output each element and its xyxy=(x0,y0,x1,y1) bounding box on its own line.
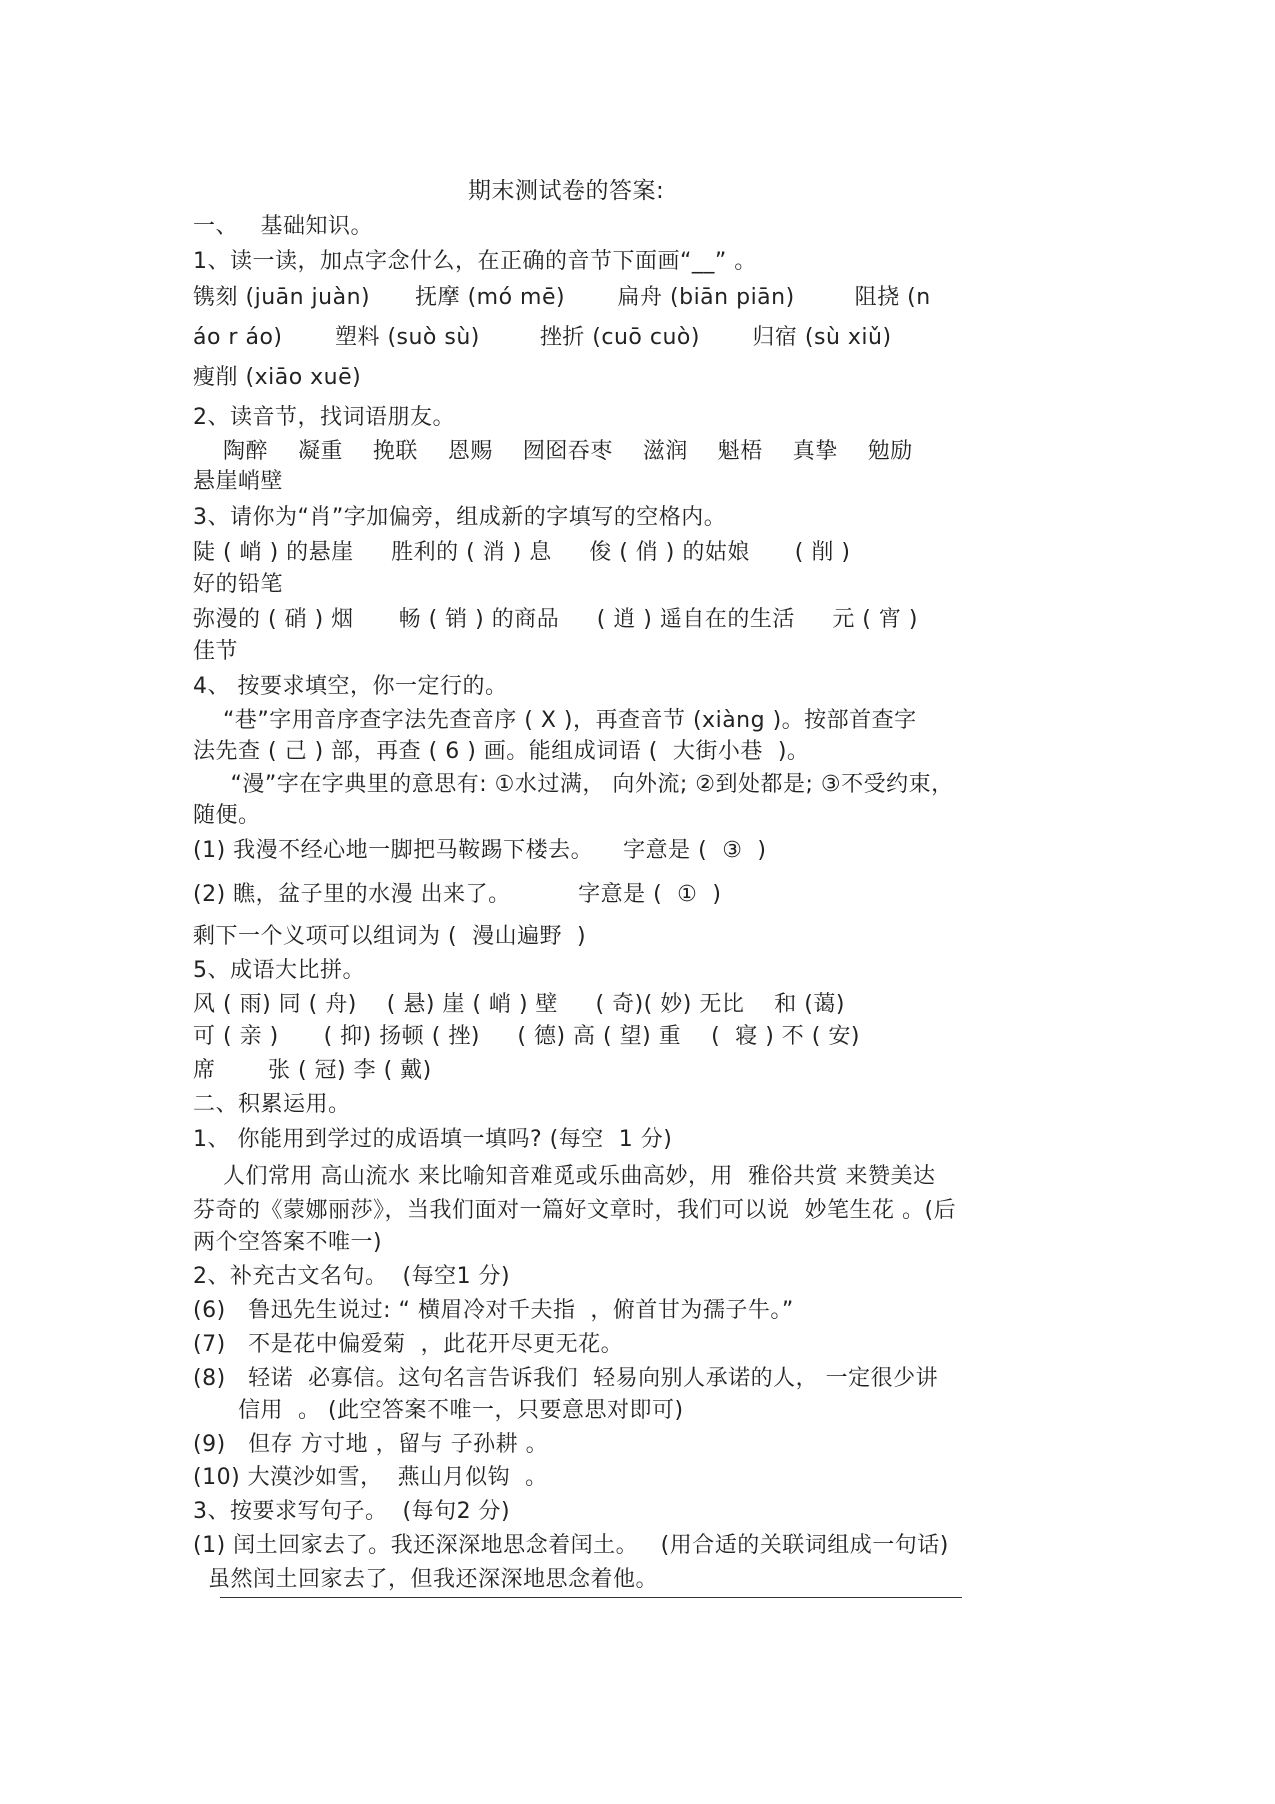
section-2-q1-line-1: 人们常用 高山流水 来比喻知音难觅或乐曲高妙，用 雅俗共赏 来赞美达 xyxy=(193,1164,936,1189)
section-2-q3-answer-1: 虽然闰土回家去了，但我还深深地思念着他。 xyxy=(193,1567,658,1592)
section-2-q1-line-2: 芬奇的《蒙娜丽莎》，当我们面对一篇好文章时，我们可以说 妙笔生花 。(后 xyxy=(193,1198,957,1223)
question-4-line-2: 法先查 ( 己 ) 部，再查 ( 6 ) 画。能组成词语 ( 大街小巷 )。 xyxy=(193,739,810,764)
question-2-words-cont: 悬崖峭壁 xyxy=(193,469,284,494)
question-3-prompt: 3、请你为“肖”字加偏旁，组成新的字填写的空格内。 xyxy=(193,505,727,530)
question-1-line-3: 瘦削 (xiāo xuē) xyxy=(193,365,362,390)
question-5-line-3: 席 张 ( 冠) 李 ( 戴) xyxy=(193,1058,432,1083)
section-2-q3-prompt: 3、按要求写句子。 (每句2 分) xyxy=(193,1499,511,1524)
question-3-line-4: 佳节 xyxy=(193,639,239,664)
question-2-words: 陶醉 凝重 挽联 恩赐 囫囵吞枣 滋润 魁梧 真挚 勉励 xyxy=(193,439,913,464)
question-1-prompt: 1、读一读，加点字念什么，在正确的音节下面画“__” 。 xyxy=(193,249,757,274)
section-2-q2-item-8-cont: 信用 。 (此空答案不唯一，只要意思对即可) xyxy=(193,1398,684,1423)
question-4-item-2: (2) 瞧，盆子里的水漫 出来了。 字意是 ( ① ) xyxy=(193,882,722,907)
section-2-q2-item-7: (7) 不是花中偏爱菊 ，此花开尽更无花。 xyxy=(193,1332,624,1357)
section-2-q2-item-10: (10) 大漠沙如雪， 燕山月似钩 。 xyxy=(193,1465,548,1490)
answer-underline xyxy=(220,1597,962,1598)
question-4-item-3: 剩下一个义项可以组词为 ( 漫山遍野 ) xyxy=(193,924,587,949)
question-4-prompt: 4、 按要求填空，你一定行的。 xyxy=(193,674,508,699)
section-2-q2-prompt: 2、补充古文名句。 (每空1 分) xyxy=(193,1264,511,1289)
section-2-q2-item-8: (8) 轻诺 必寡信。这句名言告诉我们 轻易向别人承诺的人， 一定很少讲 xyxy=(193,1366,939,1391)
question-5-line-1: 风 ( 雨) 同 ( 舟) ( 悬) 崖 ( 峭 ) 壁 ( 奇)( 妙) 无比 和 (蔼) xyxy=(193,992,845,1017)
section-2-heading: 二、积累运用。 xyxy=(193,1092,351,1117)
question-5-line-2: 可 ( 亲 ) ( 抑) 扬顿 ( 挫) ( 德) 高 ( 望) 重 ( 寝 ) 不 ( 安) xyxy=(193,1024,860,1049)
question-4-line-1: “巷”字用音序查字法先查音序 ( X )，再查音节 (xiàng )。按部首查字 xyxy=(193,708,917,733)
question-4-line-3: “漫”字在字典里的意思有: ①水过满， 向外流; ②到处都是; ③不受约束， xyxy=(193,772,954,797)
question-5-prompt: 5、成语大比拼。 xyxy=(193,958,365,983)
section-2-q1-prompt: 1、 你能用到学过的成语填一填吗? (每空 1 分) xyxy=(193,1127,673,1152)
section-2-q2-item-6: (6) 鲁迅先生说过: “ 横眉冷对千夫指 ，俯首甘为孺子牛。” xyxy=(193,1298,794,1323)
question-4-item-1: (1) 我漫不经心地一脚把马鞍踢下楼去。 字意是 ( ③ ) xyxy=(193,838,767,863)
page-title: 期末测试卷的答案: xyxy=(468,178,665,204)
section-1-heading: 一、 基础知识。 xyxy=(193,214,373,239)
question-3-line-2: 好的铅笔 xyxy=(193,572,284,597)
question-1-line-2: áo r áo) 塑料 (suò sù) 挫折 (cuō cuò) 归宿 (sù xiǔ) xyxy=(193,325,892,350)
question-2-prompt: 2、读音节，找词语朋友。 xyxy=(193,405,455,430)
section-2-q2-item-9: (9) 但存 方寸地 ，留与 子孙耕 。 xyxy=(193,1432,549,1457)
question-1-line-1: 镌刻 (juān juàn) 抚摩 (mó mē) 扁舟 (biān piān) 阻挠 (n xyxy=(193,285,931,310)
question-4-line-4: 随便。 xyxy=(193,803,261,828)
section-2-q1-line-3: 两个空答案不唯一) xyxy=(193,1230,383,1255)
question-3-line-1: 陡 ( 峭 ) 的悬崖 胜利的 ( 消 ) 息 俊 ( 俏 ) 的姑娘 ( 削 ) xyxy=(193,540,851,565)
question-3-line-3: 弥漫的 ( 硝 ) 烟 畅 ( 销 ) 的商品 ( 逍 ) 遥自在的生活 元 ( 宵 ) xyxy=(193,607,918,632)
section-2-q3-item-1: (1) 闰土回家去了。我还深深地思念着闰土。 (用合适的关联词组成一句话) xyxy=(193,1533,949,1558)
